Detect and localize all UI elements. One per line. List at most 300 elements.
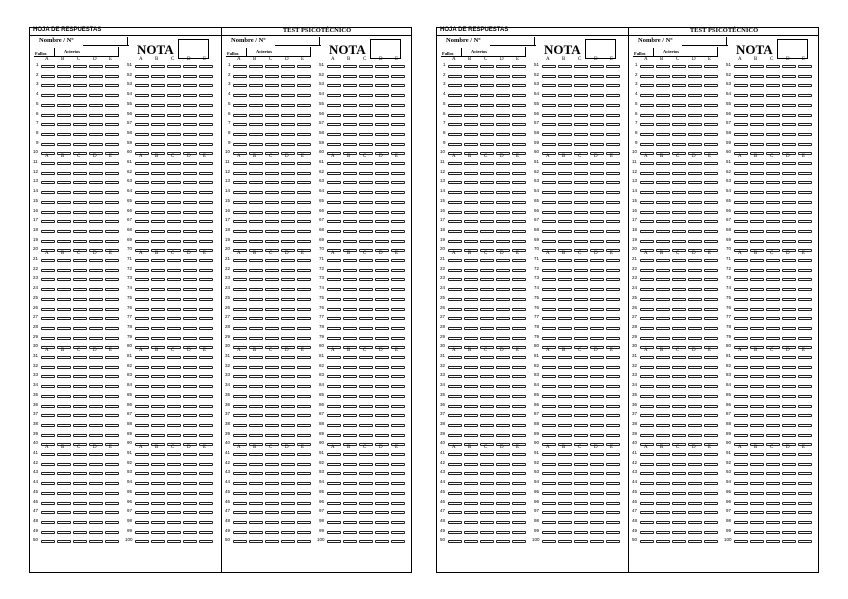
answer-bubble-a[interactable] [448,482,462,485]
answer-bubble-c[interactable] [167,317,181,320]
answer-bubble-a[interactable] [640,395,654,398]
answer-bubble-b[interactable] [750,162,764,165]
answer-bubble-e[interactable] [512,104,526,107]
answer-bubble-c[interactable] [480,143,494,146]
answer-bubble-e[interactable] [105,191,119,194]
answer-bubble-d[interactable] [183,114,197,117]
answer-bubble-e[interactable] [199,375,213,378]
answer-bubble-c[interactable] [480,269,494,272]
answer-bubble-c[interactable] [265,492,279,495]
answer-bubble-e[interactable] [512,453,526,456]
answer-bubble-e[interactable] [199,521,213,524]
answer-bubble-e[interactable] [606,356,620,359]
answer-bubble-d[interactable] [183,492,197,495]
answer-bubble-d[interactable] [590,375,604,378]
answer-bubble-e[interactable] [704,201,718,204]
answer-bubble-d[interactable] [375,162,389,165]
answer-bubble-c[interactable] [480,201,494,204]
answer-bubble-b[interactable] [464,502,478,505]
answer-bubble-e[interactable] [798,278,812,281]
answer-bubble-c[interactable] [480,230,494,233]
answer-bubble-b[interactable] [151,84,165,87]
answer-bubble-b[interactable] [464,172,478,175]
answer-bubble-a[interactable] [233,531,247,534]
answer-bubble-c[interactable] [574,220,588,223]
answer-bubble-d[interactable] [782,434,796,437]
answer-bubble-c[interactable] [265,104,279,107]
answer-bubble-d[interactable] [375,259,389,262]
answer-bubble-d[interactable] [89,385,103,388]
answer-bubble-e[interactable] [199,172,213,175]
answer-bubble-e[interactable] [704,220,718,223]
answer-bubble-c[interactable] [672,540,686,543]
answer-bubble-a[interactable] [135,531,149,534]
answer-bubble-d[interactable] [496,424,510,427]
answer-bubble-e[interactable] [606,463,620,466]
answer-bubble-d[interactable] [375,201,389,204]
answer-bubble-c[interactable] [766,84,780,87]
answer-bubble-d[interactable] [688,114,702,117]
answer-bubble-c[interactable] [574,240,588,243]
answer-bubble-e[interactable] [798,240,812,243]
answer-bubble-e[interactable] [512,375,526,378]
answer-bubble-d[interactable] [281,511,295,514]
answer-bubble-e[interactable] [199,424,213,427]
answer-bubble-a[interactable] [640,317,654,320]
answer-bubble-e[interactable] [297,298,311,301]
answer-bubble-c[interactable] [167,94,181,97]
answer-bubble-c[interactable] [480,521,494,524]
answer-bubble-c[interactable] [480,259,494,262]
answer-bubble-c[interactable] [574,75,588,78]
answer-bubble-c[interactable] [672,104,686,107]
answer-bubble-e[interactable] [297,521,311,524]
answer-bubble-c[interactable] [167,201,181,204]
answer-bubble-c[interactable] [766,114,780,117]
answer-bubble-a[interactable] [41,356,55,359]
answer-bubble-e[interactable] [512,133,526,136]
answer-bubble-d[interactable] [496,65,510,68]
answer-bubble-d[interactable] [183,230,197,233]
answer-bubble-c[interactable] [73,75,87,78]
answer-bubble-a[interactable] [734,201,748,204]
answer-bubble-e[interactable] [297,317,311,320]
answer-bubble-b[interactable] [656,162,670,165]
answer-bubble-c[interactable] [73,424,87,427]
answer-bubble-a[interactable] [327,172,341,175]
answer-bubble-c[interactable] [167,540,181,543]
answer-bubble-e[interactable] [297,211,311,214]
answer-bubble-b[interactable] [151,395,165,398]
answer-bubble-d[interactable] [496,172,510,175]
answer-bubble-a[interactable] [327,492,341,495]
answer-bubble-d[interactable] [281,84,295,87]
answer-bubble-a[interactable] [135,201,149,204]
answer-bubble-e[interactable] [606,434,620,437]
answer-bubble-e[interactable] [798,288,812,291]
answer-bubble-c[interactable] [480,298,494,301]
answer-bubble-a[interactable] [233,114,247,117]
answer-bubble-d[interactable] [590,172,604,175]
answer-bubble-b[interactable] [343,453,357,456]
answer-bubble-e[interactable] [512,230,526,233]
answer-bubble-b[interactable] [464,482,478,485]
answer-bubble-c[interactable] [574,191,588,194]
answer-bubble-e[interactable] [199,230,213,233]
answer-bubble-c[interactable] [359,240,373,243]
answer-bubble-e[interactable] [105,337,119,340]
answer-bubble-b[interactable] [151,521,165,524]
answer-bubble-e[interactable] [606,298,620,301]
answer-bubble-a[interactable] [233,502,247,505]
answer-bubble-a[interactable] [41,453,55,456]
answer-bubble-c[interactable] [672,288,686,291]
answer-bubble-a[interactable] [640,75,654,78]
answer-bubble-d[interactable] [496,531,510,534]
answer-bubble-d[interactable] [183,211,197,214]
answer-bubble-c[interactable] [672,133,686,136]
answer-bubble-e[interactable] [512,511,526,514]
answer-bubble-b[interactable] [464,308,478,311]
answer-bubble-c[interactable] [574,414,588,417]
answer-bubble-c[interactable] [359,288,373,291]
answer-bubble-c[interactable] [73,230,87,233]
answer-bubble-e[interactable] [606,201,620,204]
answer-bubble-d[interactable] [590,201,604,204]
answer-bubble-a[interactable] [542,434,556,437]
answer-bubble-e[interactable] [704,414,718,417]
answer-bubble-b[interactable] [656,230,670,233]
answer-bubble-d[interactable] [89,540,103,543]
answer-bubble-b[interactable] [343,211,357,214]
answer-bubble-d[interactable] [782,521,796,524]
answer-bubble-c[interactable] [265,172,279,175]
answer-bubble-e[interactable] [512,181,526,184]
answer-bubble-a[interactable] [41,502,55,505]
answer-bubble-b[interactable] [558,94,572,97]
answer-bubble-d[interactable] [281,395,295,398]
answer-bubble-a[interactable] [448,143,462,146]
answer-bubble-d[interactable] [496,395,510,398]
answer-bubble-e[interactable] [512,201,526,204]
answer-bubble-d[interactable] [688,269,702,272]
answer-bubble-b[interactable] [750,327,764,330]
answer-bubble-d[interactable] [496,211,510,214]
answer-bubble-e[interactable] [199,191,213,194]
answer-bubble-a[interactable] [640,424,654,427]
answer-bubble-d[interactable] [590,317,604,320]
answer-bubble-d[interactable] [496,463,510,466]
answer-bubble-e[interactable] [704,540,718,543]
answer-bubble-d[interactable] [688,424,702,427]
answer-bubble-c[interactable] [574,375,588,378]
answer-bubble-e[interactable] [199,104,213,107]
answer-bubble-c[interactable] [480,385,494,388]
answer-bubble-e[interactable] [704,453,718,456]
answer-bubble-d[interactable] [183,472,197,475]
answer-bubble-a[interactable] [734,269,748,272]
answer-bubble-b[interactable] [750,375,764,378]
answer-bubble-e[interactable] [105,278,119,281]
answer-bubble-e[interactable] [199,211,213,214]
answer-bubble-b[interactable] [57,259,71,262]
answer-bubble-e[interactable] [297,278,311,281]
answer-bubble-b[interactable] [656,143,670,146]
answer-bubble-a[interactable] [640,201,654,204]
answer-bubble-e[interactable] [798,472,812,475]
answer-bubble-d[interactable] [375,104,389,107]
answer-bubble-a[interactable] [233,269,247,272]
answer-bubble-b[interactable] [57,75,71,78]
answer-bubble-d[interactable] [590,472,604,475]
answer-bubble-e[interactable] [798,463,812,466]
answer-bubble-c[interactable] [167,230,181,233]
answer-bubble-e[interactable] [704,288,718,291]
answer-bubble-c[interactable] [672,502,686,505]
answer-bubble-d[interactable] [281,463,295,466]
answer-bubble-c[interactable] [574,104,588,107]
answer-bubble-b[interactable] [656,123,670,126]
answer-bubble-b[interactable] [656,94,670,97]
answer-bubble-a[interactable] [542,104,556,107]
answer-bubble-b[interactable] [750,75,764,78]
nombre-field[interactable] [682,45,728,46]
answer-bubble-c[interactable] [359,540,373,543]
answer-bubble-e[interactable] [606,521,620,524]
answer-bubble-d[interactable] [782,502,796,505]
answer-bubble-b[interactable] [249,511,263,514]
answer-bubble-a[interactable] [542,482,556,485]
answer-bubble-a[interactable] [542,133,556,136]
answer-bubble-b[interactable] [656,414,670,417]
answer-bubble-b[interactable] [57,298,71,301]
answer-bubble-e[interactable] [391,94,405,97]
answer-bubble-c[interactable] [480,327,494,330]
answer-bubble-d[interactable] [375,327,389,330]
answer-bubble-c[interactable] [73,492,87,495]
answer-bubble-c[interactable] [766,356,780,359]
answer-bubble-a[interactable] [542,172,556,175]
answer-bubble-b[interactable] [656,220,670,223]
answer-bubble-d[interactable] [590,288,604,291]
answer-bubble-c[interactable] [265,414,279,417]
answer-bubble-a[interactable] [640,143,654,146]
answer-bubble-b[interactable] [343,511,357,514]
answer-bubble-d[interactable] [496,220,510,223]
answer-bubble-e[interactable] [297,220,311,223]
answer-bubble-a[interactable] [542,375,556,378]
answer-bubble-c[interactable] [167,123,181,126]
answer-bubble-c[interactable] [574,181,588,184]
answer-bubble-c[interactable] [672,162,686,165]
answer-bubble-b[interactable] [343,172,357,175]
answer-bubble-e[interactable] [704,375,718,378]
answer-bubble-e[interactable] [512,94,526,97]
answer-bubble-b[interactable] [464,337,478,340]
answer-bubble-c[interactable] [672,453,686,456]
answer-bubble-d[interactable] [782,424,796,427]
answer-bubble-b[interactable] [57,482,71,485]
answer-bubble-d[interactable] [688,143,702,146]
answer-bubble-d[interactable] [496,259,510,262]
answer-bubble-d[interactable] [496,540,510,543]
answer-bubble-a[interactable] [734,492,748,495]
answer-bubble-e[interactable] [512,492,526,495]
answer-bubble-d[interactable] [89,298,103,301]
answer-bubble-b[interactable] [57,65,71,68]
answer-bubble-e[interactable] [199,366,213,369]
answer-bubble-a[interactable] [448,434,462,437]
answer-bubble-c[interactable] [480,366,494,369]
answer-bubble-c[interactable] [672,414,686,417]
answer-bubble-d[interactable] [782,181,796,184]
answer-bubble-a[interactable] [233,308,247,311]
answer-bubble-e[interactable] [105,288,119,291]
answer-bubble-c[interactable] [672,123,686,126]
answer-bubble-a[interactable] [327,540,341,543]
answer-bubble-a[interactable] [41,191,55,194]
answer-bubble-b[interactable] [464,84,478,87]
answer-bubble-b[interactable] [343,143,357,146]
answer-bubble-d[interactable] [782,211,796,214]
answer-bubble-b[interactable] [151,308,165,311]
answer-bubble-b[interactable] [343,114,357,117]
answer-bubble-c[interactable] [167,531,181,534]
answer-bubble-c[interactable] [359,502,373,505]
answer-bubble-a[interactable] [640,356,654,359]
answer-bubble-e[interactable] [704,114,718,117]
answer-bubble-a[interactable] [734,434,748,437]
answer-bubble-d[interactable] [590,143,604,146]
answer-bubble-a[interactable] [542,181,556,184]
answer-bubble-d[interactable] [496,143,510,146]
answer-bubble-e[interactable] [704,463,718,466]
answer-bubble-c[interactable] [766,259,780,262]
answer-bubble-e[interactable] [391,521,405,524]
answer-bubble-b[interactable] [57,104,71,107]
answer-bubble-e[interactable] [704,230,718,233]
answer-bubble-e[interactable] [798,298,812,301]
answer-bubble-d[interactable] [89,123,103,126]
answer-bubble-a[interactable] [640,298,654,301]
answer-bubble-e[interactable] [512,327,526,330]
answer-bubble-a[interactable] [448,424,462,427]
answer-bubble-e[interactable] [512,356,526,359]
answer-bubble-e[interactable] [606,123,620,126]
answer-bubble-e[interactable] [704,143,718,146]
answer-bubble-a[interactable] [542,220,556,223]
answer-bubble-c[interactable] [73,172,87,175]
answer-bubble-c[interactable] [359,143,373,146]
answer-bubble-c[interactable] [359,453,373,456]
answer-bubble-e[interactable] [105,240,119,243]
answer-bubble-a[interactable] [640,405,654,408]
answer-bubble-b[interactable] [656,482,670,485]
answer-bubble-b[interactable] [151,502,165,505]
answer-bubble-d[interactable] [89,482,103,485]
answer-bubble-d[interactable] [782,104,796,107]
nombre-field[interactable] [275,45,321,46]
answer-bubble-d[interactable] [782,201,796,204]
answer-bubble-a[interactable] [542,201,556,204]
answer-bubble-e[interactable] [105,540,119,543]
answer-bubble-b[interactable] [249,181,263,184]
answer-bubble-d[interactable] [782,317,796,320]
answer-bubble-a[interactable] [135,84,149,87]
answer-bubble-c[interactable] [672,75,686,78]
answer-bubble-c[interactable] [574,492,588,495]
answer-bubble-d[interactable] [688,104,702,107]
answer-bubble-c[interactable] [359,181,373,184]
answer-bubble-d[interactable] [375,240,389,243]
answer-bubble-a[interactable] [734,308,748,311]
answer-bubble-b[interactable] [656,434,670,437]
answer-bubble-d[interactable] [496,181,510,184]
answer-bubble-b[interactable] [343,84,357,87]
answer-bubble-c[interactable] [574,395,588,398]
answer-bubble-b[interactable] [151,317,165,320]
answer-bubble-b[interactable] [750,181,764,184]
answer-bubble-c[interactable] [480,434,494,437]
answer-bubble-d[interactable] [89,288,103,291]
answer-bubble-d[interactable] [782,395,796,398]
answer-bubble-a[interactable] [448,123,462,126]
answer-bubble-c[interactable] [574,317,588,320]
answer-bubble-d[interactable] [281,308,295,311]
answer-bubble-b[interactable] [656,395,670,398]
answer-bubble-c[interactable] [359,395,373,398]
answer-bubble-a[interactable] [542,337,556,340]
answer-bubble-c[interactable] [73,385,87,388]
answer-bubble-d[interactable] [590,240,604,243]
answer-bubble-c[interactable] [480,123,494,126]
answer-bubble-c[interactable] [480,317,494,320]
answer-bubble-b[interactable] [57,201,71,204]
answer-bubble-d[interactable] [782,220,796,223]
answer-bubble-a[interactable] [734,162,748,165]
answer-bubble-d[interactable] [590,181,604,184]
answer-bubble-d[interactable] [89,453,103,456]
answer-bubble-b[interactable] [656,75,670,78]
answer-bubble-c[interactable] [574,434,588,437]
answer-bubble-a[interactable] [233,65,247,68]
answer-bubble-b[interactable] [343,240,357,243]
answer-bubble-b[interactable] [464,181,478,184]
answer-bubble-c[interactable] [574,278,588,281]
answer-bubble-b[interactable] [343,308,357,311]
answer-bubble-e[interactable] [391,133,405,136]
answer-bubble-b[interactable] [750,104,764,107]
answer-bubble-c[interactable] [359,375,373,378]
answer-bubble-b[interactable] [151,181,165,184]
answer-bubble-e[interactable] [798,395,812,398]
answer-bubble-a[interactable] [327,259,341,262]
answer-bubble-a[interactable] [448,65,462,68]
answer-bubble-d[interactable] [89,211,103,214]
answer-bubble-a[interactable] [41,65,55,68]
answer-bubble-c[interactable] [766,453,780,456]
answer-bubble-d[interactable] [281,317,295,320]
answer-bubble-b[interactable] [249,114,263,117]
answer-bubble-b[interactable] [249,143,263,146]
answer-bubble-e[interactable] [606,482,620,485]
answer-bubble-c[interactable] [265,201,279,204]
answer-bubble-d[interactable] [496,240,510,243]
answer-bubble-c[interactable] [73,502,87,505]
answer-bubble-b[interactable] [57,240,71,243]
answer-bubble-a[interactable] [640,482,654,485]
answer-bubble-e[interactable] [297,230,311,233]
